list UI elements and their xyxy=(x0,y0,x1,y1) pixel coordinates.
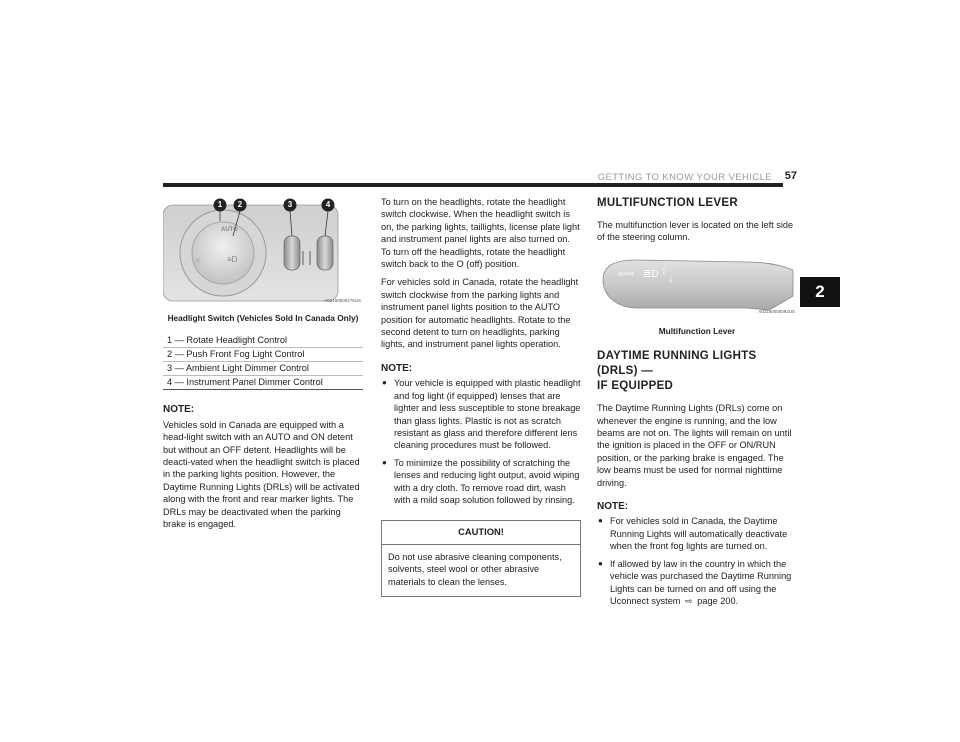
down-arrow-icon: ↓ xyxy=(668,270,674,285)
chapter-tab: 2 xyxy=(800,277,840,307)
paragraph: For vehicles sold in Canada, rotate the headlight switch clockwise from the parking lights and instrument panel lights position to the AUTO position for automatic headlights. Rotate to the second detent to turn on headlights, parking lights, and instrument panel lights operation. xyxy=(381,277,579,350)
legend-row: 1 — Rotate Headlight Control xyxy=(167,335,288,346)
paragraph: To turn on the headlights, rotate the headlight switch clockwise. When the headlight switch is on, the parking lights, taillights, license plate light and instrument panel lights are also turned on. To turn off the headlights, rotate the headlight switch back to the O (off) position. xyxy=(381,197,580,270)
header-rule xyxy=(163,183,783,187)
note-label: NOTE: xyxy=(163,404,195,416)
turn-signal-icon: ⇦⇨ xyxy=(618,268,635,280)
note-bullets xyxy=(597,515,797,607)
left-column xyxy=(163,196,363,536)
middle-column xyxy=(381,196,581,597)
note-label: NOTE: xyxy=(381,362,413,374)
caution-text: Do not use abrasive cleaning components, solvents, steel wool or other abrasive materials to clean the lenses. xyxy=(388,551,562,587)
page-ref-arrow-icon: ⇨ xyxy=(685,595,693,606)
right-column xyxy=(597,196,797,613)
paragraph: The multifunction lever is located on the left side of the steering column. xyxy=(597,220,794,243)
multifunction-lever-figure xyxy=(597,250,797,325)
figure-code: A02160000175US xyxy=(324,297,361,303)
headlight-switch-figure xyxy=(163,196,363,309)
page-reference-link[interactable]: page 200. xyxy=(697,595,739,606)
headlight-switch-illustration xyxy=(163,196,363,309)
callout-3: 3 xyxy=(287,200,293,209)
paragraph: The Daytime Running Lights (DRLs) come on whenever the engine is running, and the low beams are not on. The lights will remain on until the ignition is placed in the OFF or ON/RUN position, or the parking brake is engaged. The low beams must be used for normal nighttime driving. xyxy=(597,403,792,488)
note-bullets xyxy=(381,377,581,506)
headlight-icon: ≡D xyxy=(227,255,238,264)
legend-row: 2 — Push Front Fog Light Control xyxy=(163,347,363,361)
figure-legend xyxy=(163,334,363,390)
heading-line: DAYTIME RUNNING LIGHTS (DRLS) — xyxy=(597,350,757,378)
figure-code: A02160000092US xyxy=(758,309,795,315)
figure-caption: Multifunction Lever xyxy=(658,325,736,336)
sun-icon: ☼ xyxy=(194,255,202,264)
figure-caption: Headlight Switch (Vehicles Sold In Canada Only) xyxy=(167,313,359,323)
section-heading: MULTIFUNCTION LEVER xyxy=(597,197,738,209)
running-header: GETTING TO KNOW YOUR VEHICLE xyxy=(597,172,772,183)
knob-auto-label: AUTO xyxy=(221,227,238,233)
bullet-item: ● For vehicles sold in Canada, the Daytime Running Lights will automatically deactivate when the front fog lights are turned on. xyxy=(597,515,797,552)
legend-row: 3 — Ambient Light Dimmer Control xyxy=(163,361,363,375)
caution-title: CAUTION! xyxy=(382,521,580,544)
section-heading xyxy=(597,349,797,394)
legend-row: 4 — Instrument Panel Dimmer Control xyxy=(163,375,363,389)
heading-line: IF EQUIPPED xyxy=(597,380,674,393)
callout-4: 4 xyxy=(325,200,331,209)
bullet-item: ● Your vehicle is equipped with plastic headlight and fog light (if equipped) lenses that are lighter and less susceptible to stone breakage than glass lights. Plastic is not as scratch resistant as glass and therefore different lens cleaning procedures must be followed. xyxy=(381,377,581,451)
high-beam-icon: ≣D xyxy=(643,268,659,280)
bullet-text: If allowed by law in the country in which the vehicle was purchased the Daytime Running Lights can be turned on and off using the Uconnect system xyxy=(610,558,792,606)
bullet-item xyxy=(597,558,797,608)
callout-2: 2 xyxy=(237,200,243,209)
bullet-item: ● To minimize the possibility of scratching the lenses and reducing light output, avoid wiping with a dry cloth. To remove road dirt, wash with a mild soap solution followed by rinsing. xyxy=(381,457,581,507)
up-arrow-icon: ↑ xyxy=(661,262,667,277)
note-text: Vehicles sold in Canada are equipped with a head-light switch with an AUTO and ON detent but without an OFF detent. Headlights will be deacti-vated when the headlight switch is placed in the parking lights position. However, the Daytime Running Lights (DRLs) will be activated along with the front and rear marker lights. The DRLs may be deactivated when the parking brake is engaged. xyxy=(163,419,360,530)
caution-box xyxy=(381,520,581,597)
note-label: NOTE: xyxy=(597,501,629,513)
page-number: 57 xyxy=(784,170,797,182)
callout-1: 1 xyxy=(217,200,223,209)
